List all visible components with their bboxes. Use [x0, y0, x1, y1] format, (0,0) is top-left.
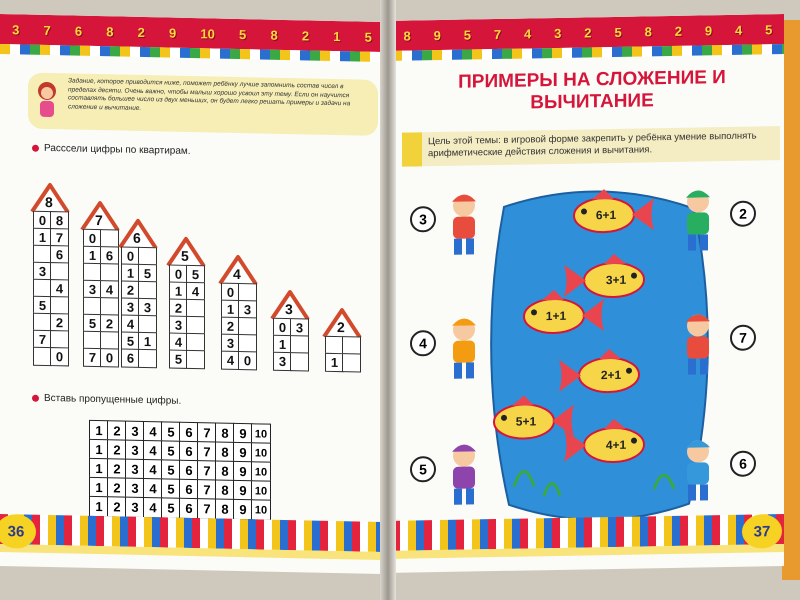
number-grid-cell: 10: [251, 443, 270, 464]
bullet-icon: [32, 145, 39, 152]
border-digit: 7: [493, 26, 502, 42]
fisherman-boy-right: [674, 435, 722, 506]
number-grid-cell: 1: [89, 496, 108, 517]
border-digit: 9: [433, 27, 441, 43]
apartment-cell: 1: [138, 332, 156, 351]
apartment-cell: 1: [83, 246, 101, 265]
border-digit: 8: [403, 28, 411, 44]
task-missing-label: Вставь пропущенные цифры.: [44, 392, 182, 407]
border-digit: 3: [554, 25, 562, 41]
house-apartments: [273, 319, 308, 371]
border-digit: 4: [735, 22, 743, 38]
number-grid-cell: 9: [233, 423, 252, 444]
number-grid-cell: 4: [143, 478, 162, 499]
number-grid-cell: 8: [215, 461, 234, 482]
border-digit: 2: [301, 27, 310, 43]
number-grid-cell: 10: [251, 424, 270, 445]
left-page: [0, 14, 384, 574]
house-apartments: [121, 248, 156, 368]
apartment-cell: 0: [169, 265, 187, 284]
number-grid-cell: 4: [143, 497, 162, 518]
apartment-cell: 7: [33, 330, 51, 349]
apartment-cell[interactable]: [33, 313, 51, 332]
number-grid-cell: 4: [143, 459, 162, 480]
number-grid-cell: 2: [107, 478, 126, 499]
apartment-cell: 6: [121, 349, 139, 368]
goal-box: Цель этой темы: в игровой форме закрепить у ребёнка умение выполнять арифметические действия сложения и вычитания.: [402, 126, 780, 167]
bullet-icon: [32, 395, 39, 402]
book-spine: [380, 0, 396, 600]
house-roof-number: 4: [233, 265, 241, 283]
number-grid-cell: 5: [161, 479, 180, 500]
number-grid-cell: 3: [125, 459, 144, 480]
apartment-cell[interactable]: [100, 298, 118, 317]
apartment-cell: 2: [100, 315, 118, 334]
apartment-cell: 1: [33, 228, 51, 247]
house-apartments: [325, 337, 360, 372]
number-grid: [90, 421, 270, 520]
house-7: [80, 200, 120, 367]
apartment-cell[interactable]: [100, 230, 118, 249]
apartment-cell: 0: [273, 318, 291, 337]
apartment-cell[interactable]: [290, 352, 308, 371]
number-grid-cell: 8: [215, 480, 234, 501]
border-digit: 5: [364, 29, 372, 45]
fisherman-boy-left: [440, 189, 488, 260]
number-grid-cell: 5: [161, 422, 180, 443]
apartment-cell[interactable]: [186, 333, 204, 352]
apartment-cell: 5: [186, 265, 204, 284]
house-apartments: [33, 212, 68, 366]
apartment-cell: 1: [273, 335, 291, 354]
border-digit: 6: [74, 23, 83, 39]
number-grid-cell: 4: [143, 421, 162, 442]
apartment-cell[interactable]: [83, 263, 101, 282]
fish-expression: 6+1: [595, 207, 617, 223]
apartment-cell: 3: [273, 352, 291, 371]
house-roof-number: 8: [45, 193, 53, 211]
fisherman-boy-right: [674, 309, 722, 380]
apartment-cell: 3: [169, 316, 187, 335]
border-digit: 1: [333, 28, 341, 44]
apartment-cell: 5: [33, 296, 51, 315]
apartment-cell[interactable]: [83, 297, 101, 316]
number-grid-cell: 3: [125, 497, 144, 518]
apartment-cell[interactable]: [342, 354, 360, 373]
number-grid-cell: 6: [179, 479, 198, 500]
house-8: [30, 182, 70, 366]
apartment-cell[interactable]: [138, 315, 156, 334]
apartment-cell[interactable]: [100, 264, 118, 283]
page-title: ПРИМЕРЫ НА СЛОЖЕНИЕ И ВЫЧИТАНИЕ: [458, 67, 726, 114]
parent-note: [28, 73, 378, 136]
number-grid-cell: 1: [89, 420, 108, 441]
apartment-cell: 3: [290, 318, 308, 337]
number-grid-cell: 6: [179, 422, 198, 443]
apartment-cell: 1: [121, 264, 139, 283]
apartment-cell: 5: [121, 332, 139, 351]
score-circle-left[interactable]: 4: [410, 330, 436, 356]
border-digit: 5: [239, 26, 247, 42]
apartment-cell[interactable]: [290, 335, 308, 354]
fisherman-boy-left: [440, 439, 488, 510]
number-grid-cell: 6: [179, 441, 198, 462]
border-digit: 5: [614, 24, 622, 40]
apartment-cell[interactable]: [83, 331, 101, 350]
apartment-cell: 2: [221, 317, 239, 336]
apartment-cell: 5: [83, 314, 101, 333]
number-grid-cell: 10: [251, 500, 270, 521]
house-roof-number: 3: [285, 300, 293, 318]
apartment-cell: 0: [221, 283, 239, 302]
house-apartments: [83, 230, 118, 367]
number-grid-cell: 9: [233, 480, 252, 501]
house-3: [270, 289, 310, 371]
score-circle-right[interactable]: 7: [730, 324, 756, 350]
number-grid-cell: 3: [125, 440, 144, 461]
fish-expression: 5+1: [515, 414, 537, 429]
number-grid-cell: 8: [215, 442, 234, 463]
page-number-right: 37: [742, 514, 782, 549]
number-grid-cell: 9: [233, 461, 252, 482]
note-text: Задание, которое приводится ниже, поможет ребёнку лучше запомнить состав чисел в пределах десяти. Очень важно, чтобы малыш хорошо усвоил эту тему. Если он научится составлять большее число из двух меньших, он будет легко решать примеры и задачи на сложение и вычитание.: [68, 77, 351, 112]
house-roof-number: 2: [337, 319, 345, 336]
apartment-cell: 3: [83, 280, 101, 299]
number-grid-cell: 10: [251, 481, 270, 502]
number-grid-cell: 7: [197, 442, 216, 463]
apartment-cell[interactable]: [33, 347, 51, 366]
apartment-cell: 4: [169, 333, 187, 352]
apartment-cell: 4: [221, 351, 239, 370]
apartment-cell: 3: [121, 298, 139, 317]
score-circle-right[interactable]: 2: [730, 200, 756, 226]
house-4: [218, 254, 258, 370]
apartment-cell: 4: [100, 281, 118, 300]
apartment-cell[interactable]: [138, 281, 156, 300]
number-grid-cell: 4: [143, 440, 162, 461]
number-grid-cell: 7: [197, 480, 216, 501]
number-grid-cell: 5: [161, 498, 180, 519]
house-roof-number: 7: [95, 211, 103, 229]
number-grid-cell: 2: [107, 459, 126, 480]
apartment-cell[interactable]: [325, 336, 343, 355]
number-grid-cell: 3: [125, 478, 144, 499]
apartment-cell: 7: [50, 228, 68, 247]
apartment-cell: 2: [121, 281, 139, 300]
apartment-cell: 7: [83, 348, 101, 367]
border-digit: 2: [137, 24, 145, 40]
apartment-cell[interactable]: [238, 334, 256, 353]
apartment-cell: 0: [83, 229, 101, 248]
score-circle-left[interactable]: 3: [410, 206, 436, 232]
apartment-cell[interactable]: [238, 283, 256, 302]
girl-illustration: [32, 79, 62, 122]
apartment-cell: 4: [186, 282, 204, 301]
border-digit: 7: [43, 22, 51, 38]
house-6: [118, 217, 158, 367]
apartment-cell[interactable]: [33, 245, 51, 264]
apartment-cell: 1: [221, 300, 239, 319]
apartment-cell: 4: [121, 315, 139, 334]
number-grid-cell: 10: [251, 462, 270, 483]
fish-expression: 1+1: [545, 308, 567, 324]
number-grid-cell: 5: [161, 441, 180, 462]
apartment-cell: 6: [50, 245, 68, 264]
house-2: [322, 307, 362, 372]
number-grid-cell: 1: [89, 458, 108, 479]
apartment-cell: 0: [33, 211, 51, 230]
number-grid-cell: 7: [197, 423, 216, 444]
task-settle-digits: [32, 143, 191, 157]
border-digit: 5: [463, 26, 471, 43]
house-apartments: [221, 284, 256, 370]
apartment-cell[interactable]: [50, 330, 68, 349]
apartment-cell: 3: [138, 298, 156, 317]
border-digit: 8: [106, 23, 114, 39]
border-digit: 10: [200, 25, 215, 42]
fisherman-boy-left: [440, 313, 488, 384]
apartment-cell[interactable]: [342, 337, 360, 356]
score-circle-left[interactable]: 5: [410, 456, 436, 482]
border-digit: 8: [270, 27, 278, 43]
number-grid-cell: 7: [197, 499, 216, 520]
apartment-cell[interactable]: [138, 247, 156, 266]
number-grid-cell: 6: [179, 498, 198, 519]
house-roof-number: 5: [181, 247, 189, 264]
number-grid-cell: 1: [89, 477, 108, 498]
apartment-cell: 4: [50, 279, 68, 298]
fisherman-boy-right: [674, 185, 722, 256]
apartment-cell[interactable]: [33, 279, 51, 298]
number-grid-cell: 2: [107, 440, 126, 461]
apartment-cell: 0: [121, 247, 139, 266]
apartment-cell[interactable]: [238, 317, 256, 336]
border-digit: 2: [584, 24, 592, 40]
apartment-cell: 3: [221, 334, 239, 353]
house-apartments: [169, 266, 204, 369]
apartment-cell[interactable]: [186, 350, 204, 369]
apartment-cell: 5: [169, 350, 187, 369]
house-roof-number: 6: [133, 229, 141, 246]
number-grid-cell: 9: [233, 442, 252, 463]
fish-expression: 3+1: [605, 272, 627, 288]
apartment-cell[interactable]: [50, 296, 68, 315]
house-5: [166, 235, 206, 368]
apartment-cell: 3: [238, 300, 256, 319]
apartment-cell: 1: [325, 353, 343, 372]
apartment-cell: 0: [50, 347, 68, 366]
fish-expression: 4+1: [605, 437, 627, 453]
number-grid-cell: 1: [89, 439, 108, 460]
number-grid-cell: 8: [215, 499, 234, 520]
apartment-cell: 0: [100, 349, 118, 368]
apartment-cell: 3: [33, 262, 51, 281]
score-circle-right[interactable]: 6: [730, 450, 756, 476]
border-digit: 4: [524, 25, 532, 42]
border-digit: 3: [12, 21, 20, 37]
border-digit: 2: [674, 23, 682, 39]
task-settle-label: Расссели цифры по квартирам.: [44, 142, 191, 157]
apartment-cell[interactable]: [186, 299, 204, 318]
apartment-cell[interactable]: [100, 332, 118, 351]
number-grid-cell: 2: [107, 421, 126, 442]
apartment-cell: 5: [138, 264, 156, 283]
number-grid-cell: 7: [197, 461, 216, 482]
apartment-cell: 0: [238, 351, 256, 370]
book-cover-edge: [782, 20, 800, 580]
number-grid-cell: 2: [107, 497, 126, 518]
task-missing-digits: [32, 393, 181, 407]
number-grid-cell: 6: [179, 460, 198, 481]
number-grid-cell: 9: [233, 499, 252, 520]
number-grid-cell: 5: [161, 460, 180, 481]
border-digit: 9: [169, 25, 177, 41]
apartment-cell: 1: [169, 282, 187, 301]
apartment-cell[interactable]: [138, 349, 156, 368]
apartment-cell[interactable]: [50, 262, 68, 281]
border-digit: 8: [644, 23, 652, 39]
apartment-cell: 2: [169, 299, 187, 318]
number-grid-cell: 3: [125, 421, 144, 442]
right-page: [392, 14, 784, 573]
apartment-cell: 2: [50, 313, 68, 332]
border-digit: 9: [704, 22, 713, 38]
apartment-cell: 6: [100, 247, 118, 266]
page-number-left: 36: [0, 514, 36, 549]
number-grid-cell: 8: [215, 423, 234, 444]
apartment-cell[interactable]: [186, 316, 204, 335]
apartment-cell: 8: [50, 211, 68, 230]
border-digit: 5: [765, 21, 773, 37]
fish-expression: 2+1: [600, 367, 622, 383]
